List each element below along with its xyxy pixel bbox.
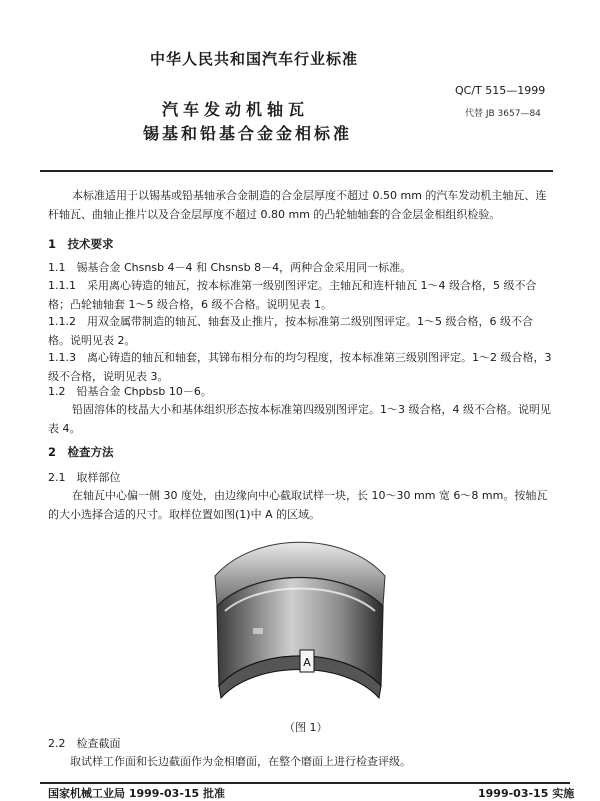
header-organization: 中华人民共和国汽车行业标准: [150, 50, 359, 68]
header-divider: [40, 170, 553, 172]
title-line-1: 汽车发动机轴瓦: [162, 100, 310, 119]
implementation-date: 1999-03-15 实施: [478, 787, 575, 800]
footer-divider: [40, 782, 570, 784]
section-1-heading: 1 技术要求: [48, 237, 114, 251]
replaces-standard: 代替 JB 3657—84: [465, 109, 541, 119]
standard-number: QC/T 515—1999: [455, 84, 546, 97]
clause-1-1-3: 1.1.3 离心铸造的轴瓦和轴套，其锑布相分布的均匀程度，按本标准第三级别图评定。1～2 级合格，3 级不合格，说明见表 3。: [48, 351, 552, 383]
clause-1-1-1: 1.1.1 采用离心铸造的轴瓦，按本标准第一级别图评定。主轴瓦和连杆轴瓦 1～4 级合格，5 级不合格；凸轮轴轴套 1～5 级合格，6 级不合格。说明见表 1。: [48, 279, 537, 311]
region-a-label: A: [303, 656, 311, 669]
figure-caption: （图 1）: [284, 721, 328, 734]
section-2-heading: 2 检查方法: [48, 445, 114, 459]
clause-1-1-2: 1.1.2 用双金属带制造的轴瓦、轴套及止推片，按本标准第二级别图评定。1～5 级合格，6 级不合格。说明见表 2。: [48, 315, 533, 347]
intro-paragraph: 本标准适用于以锡基或铅基轴承合金制造的合金层厚度不超过 0.50 mm 的汽车发动机主轴瓦、连杆轴瓦、曲轴止推片以及合金层厚度不超过 0.80 mm 的凸轮轴轴套的合金层金相组织检验。: [48, 189, 547, 221]
clause-2-2: 2.2 检查截面: [48, 737, 121, 750]
clause-2-1-text: 在轴瓦中心偏一侧 30 度处，由边缘向中心截取试样一块，长 10～30 mm 宽 6～8 mm。按轴瓦的大小选择合适的尺寸。取样位置如图(1)中 A 的区域。: [48, 489, 548, 521]
bearing-shell-photo: [205, 536, 395, 716]
clause-2-2-text: 取试样工作面和长边截面作为金相磨面，在整个磨面上进行检查评级。: [70, 755, 411, 768]
clause-2-1: 2.1 取样部位: [48, 471, 121, 484]
title-line-2: 锡基和铅基合金金相标准: [143, 124, 353, 143]
approval-date: 国家机械工业局 1999-03-15 批准: [48, 787, 226, 800]
clause-1-2-text: 铅固溶体的枝晶大小和基体组织形态按本标准第四级别图评定。1～3 级合格，4 级不合格。说明见表 4。: [48, 403, 551, 435]
clause-1-2: 1.2 铅基合金 Chpbsb 10－6。: [48, 385, 212, 398]
clause-1-1: 1.1 锡基合金 Chsnsb 4－4 和 Chsnsb 8－4，两种合金采用同一标准。: [48, 261, 412, 274]
